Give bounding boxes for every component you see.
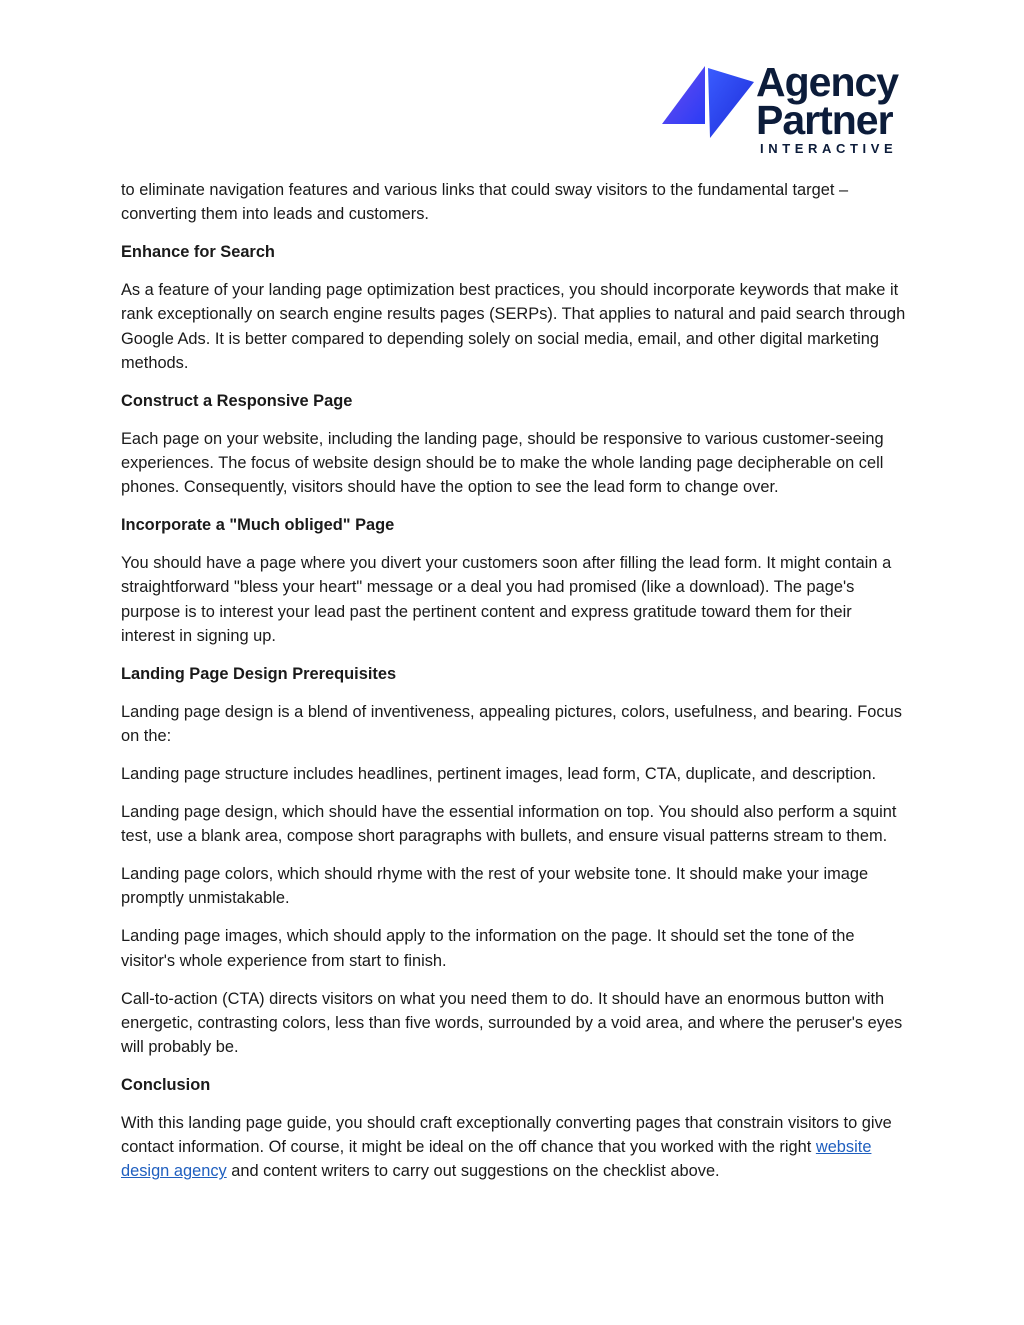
paragraph-images: Landing page images, which should apply to the information on the page. It should set the tone of the visitor's whole experience from start to finish. [121,927,855,970]
conclusion-text-after: and content writers to carry out suggestions on the checklist above. [226,1162,720,1181]
website-design-agency-link[interactable]: website design agency [121,1138,872,1181]
paragraph-structure: Landing page structure includes headlines, pertinent images, lead form, CTA, duplicate, and description. [121,765,877,784]
paragraph-design: Landing page design, which should have the essential information on top. You should also perform a squint test, use a blank area, compose short paragraphs with bullets, and ensure visual patterns stream to them. [121,803,897,846]
paragraph-conclusion [121,1111,907,1184]
paragraph-cta: Call-to-action (CTA) directs visitors on what you need them to do. It should have an enormous button with energetic, contrasting colors, less than five words, surrounded by a void area, and where the peruser's eyes will probably be. [121,989,903,1057]
logo-word-interactive: INTERACTIVE [760,141,898,156]
heading-responsive-page: Construct a Responsive Page [121,391,353,410]
agency-partner-logo [660,59,910,158]
heading-conclusion: Conclusion [121,1076,211,1095]
paragraph-search: As a feature of your landing page optimization best practices, you should incorporate keywords that make it rank exceptionally on search engine results pages (SERPs). That applies to natural and paid search through Google Ads. It is better compared to depending solely on social media, email, and other digital marketing methods. [121,281,906,372]
paragraph-colors: Landing page colors, which should rhyme with the rest of your website tone. It should make your image promptly unmistakable. [121,865,869,908]
conclusion-text-before: With this landing page guide, you should craft exceptionally converting pages that constrain visitors to give contact information. Of course, it might be ideal on the off chance that you worked with the right [121,1114,892,1157]
paragraph-thank-you: You should have a page where you divert your customers soon after filling the lead form. It might contain a straightforward "bless your heart" message or a deal you had promised (like a download). The page's purpose is to interest your lead past the pertinent content and express gratitude toward them for their interest in signing up. [121,554,892,645]
document-body [121,178,907,1197]
heading-thank-you-page: Incorporate a "Much obliged" Page [121,516,395,535]
heading-design-prerequisites: Landing Page Design Prerequisites [121,664,397,683]
paragraph-intro: to eliminate navigation features and various links that could sway visitors to the fundamental target – converting them into leads and customers. [121,181,849,224]
heading-enhance-for-search: Enhance for Search [121,243,275,262]
paragraph-prerequisites: Landing page design is a blend of inventiveness, appealing pictures, colors, usefulness, and bearing. Focus on the: [121,702,902,746]
logo-word-partner: Partner [756,97,893,143]
logo-word-agency: Agency [756,59,899,105]
logo-triangle-icon [660,64,756,140]
paragraph-responsive: Each page on your website, including the landing page, should be responsive to various customer-seeing experiences. The focus of website design should be to make the whole landing page decipherable on cell phones. Consequently, visitors should have the option to see the lead form to change over. [121,429,884,497]
